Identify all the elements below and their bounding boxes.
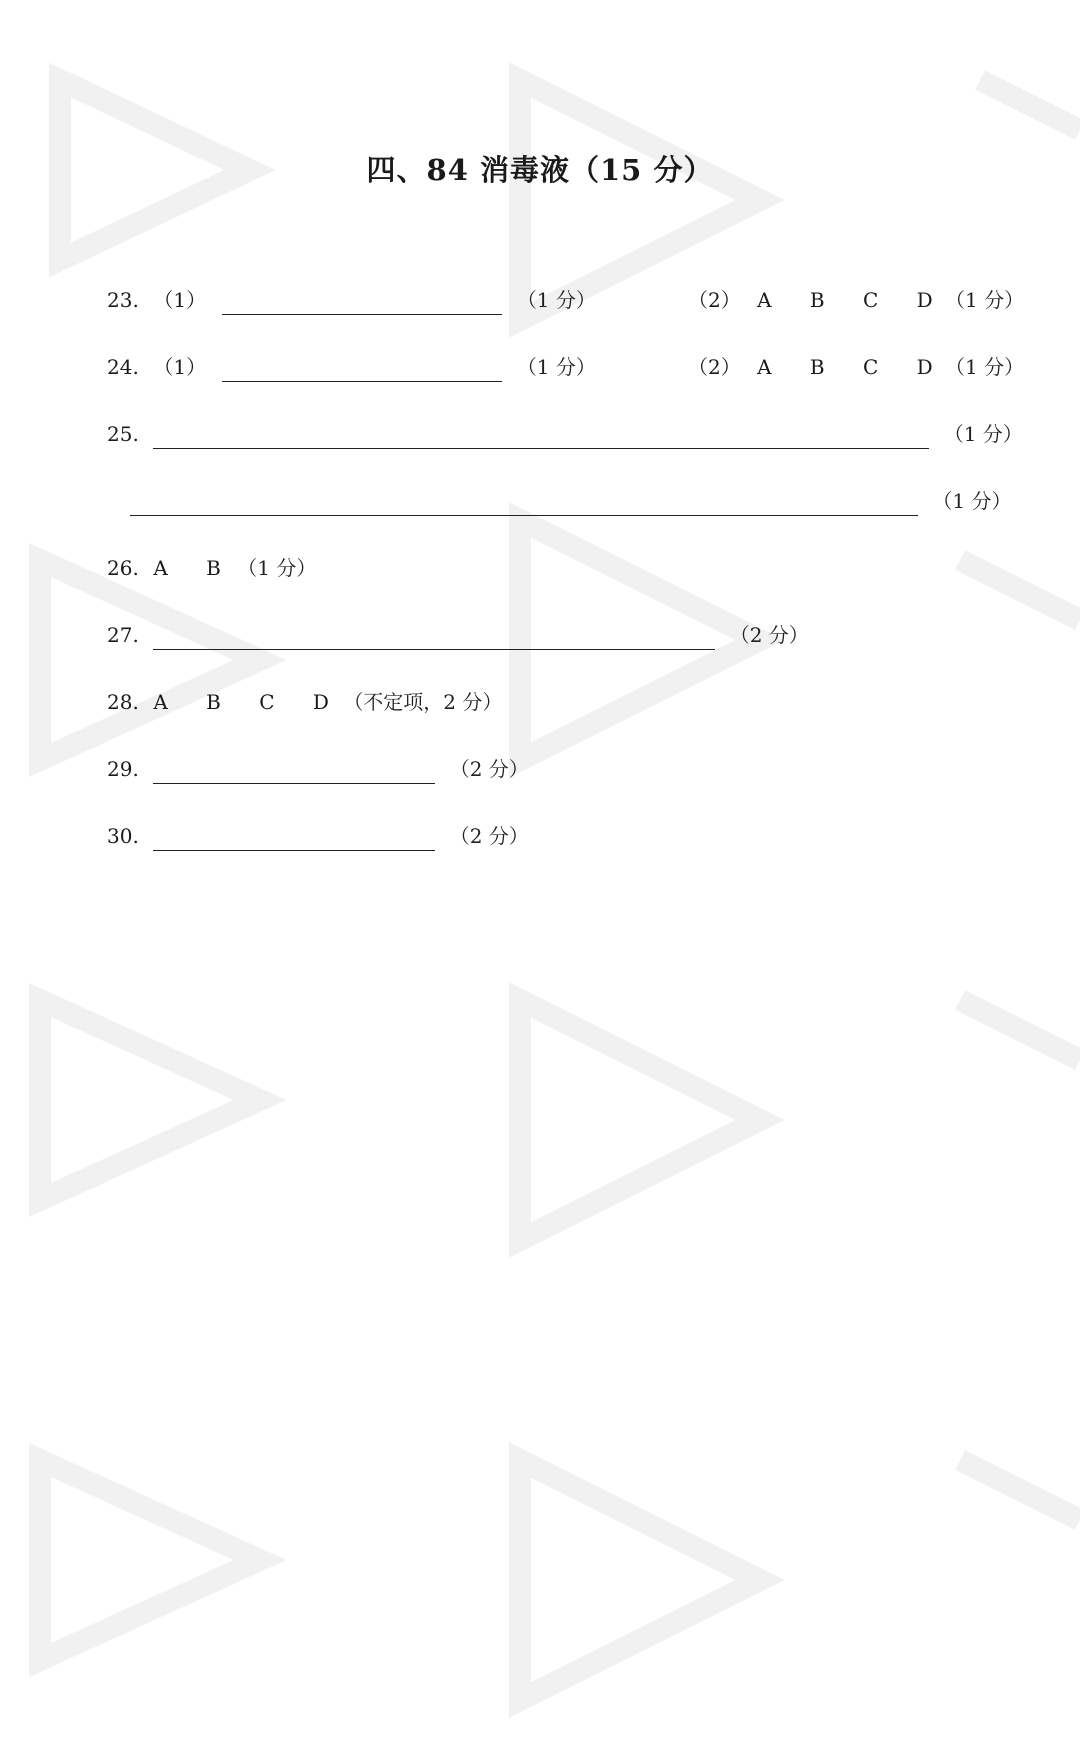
question-23-part-2 [688,285,1024,315]
option-d[interactable]: D [916,288,933,312]
question-number: 25. [107,422,139,446]
answer-blank[interactable] [222,359,502,382]
option-c[interactable]: C [259,690,275,714]
question-number: 26. [107,556,139,580]
option-a[interactable]: A [757,355,772,379]
answer-blank[interactable] [153,426,929,449]
option-d[interactable]: D [312,690,329,714]
question-28 [107,687,502,717]
section-title: 四、84 消毒液（15 分） [366,153,714,187]
option-b[interactable]: B [206,556,221,580]
question-number: 28. [107,690,139,714]
question-25 [107,419,1023,449]
option-c[interactable]: C [862,288,879,312]
question-27 [107,620,809,650]
option-c[interactable]: C [862,355,879,379]
score-label: （1 分） [516,288,596,312]
answer-blank[interactable] [222,292,502,315]
score-label: （1 分） [932,489,1012,513]
question-number: 23. [107,288,139,312]
option-a[interactable]: A [153,690,168,714]
question-24 [107,352,596,382]
question-24-part-2 [688,352,1024,382]
part-label: （2） [688,355,741,379]
score-label: （2 分） [729,623,809,647]
score-label: （1 分） [237,556,317,580]
option-a[interactable]: A [153,556,168,580]
score-label: （不定项，2 分） [343,690,503,714]
part-label: （1） [153,355,207,379]
question-25-line-2 [130,486,1011,516]
answer-blank[interactable] [153,761,435,784]
question-26 [107,553,316,583]
score-label: （1 分） [516,355,596,379]
score-label: （1 分） [943,422,1023,446]
score-label: （1 分） [945,288,1025,312]
question-number: 24. [107,355,139,379]
part-label: （1） [153,288,207,312]
question-number: 27. [107,623,139,647]
question-30 [107,821,529,851]
question-23 [107,285,596,315]
score-label: （1 分） [945,355,1025,379]
option-b[interactable]: B [809,288,825,312]
question-number: 29. [107,757,139,781]
question-number: 30. [107,824,139,848]
answer-blank[interactable] [130,493,918,516]
option-a[interactable]: A [757,288,772,312]
score-label: （2 分） [449,824,529,848]
option-b[interactable]: B [809,355,825,379]
option-b[interactable]: B [206,690,221,714]
answer-blank[interactable] [153,828,435,851]
part-label: （2） [688,288,741,312]
question-29 [107,754,529,784]
answer-blank[interactable] [153,627,715,650]
score-label: （2 分） [449,757,529,781]
option-d[interactable]: D [916,355,933,379]
